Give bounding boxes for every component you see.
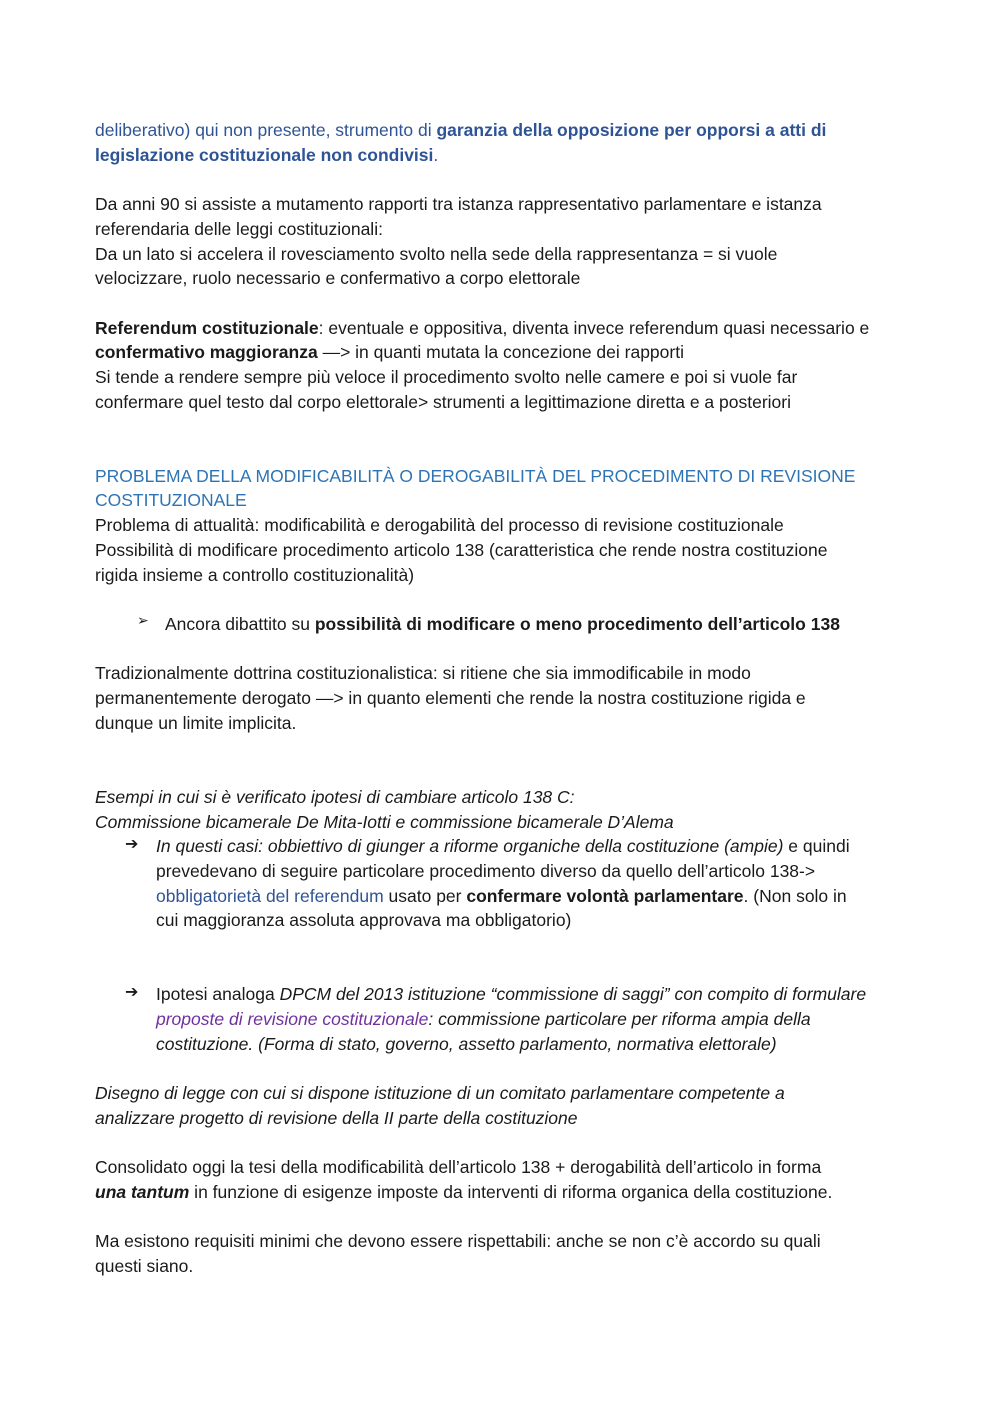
paragraph-requisiti — [95, 1229, 925, 1278]
text-line: referendaria delle leggi costituzionali: — [95, 218, 383, 239]
section-heading — [95, 464, 925, 513]
right-arrow-bullet-icon: ➔ — [125, 984, 139, 1002]
heading-line: COSTITUZIONALE — [95, 490, 247, 511]
paragraph-anni-90 — [95, 192, 925, 291]
text-line: Ma esistono requisiti minimi che devono essere rispettabili: anche se non c’è accordo su quali — [95, 1231, 821, 1252]
arrowhead-bullet-icon: ➢ — [137, 611, 149, 628]
text-line: Consolidato oggi la tesi della modificabilità dell’articolo 138 + derogabilità dell’articolo in forma — [95, 1157, 822, 1178]
paragraph-disegno-legge — [95, 1081, 925, 1130]
text-line: questi siano. — [95, 1256, 194, 1277]
paragraph-esempi — [95, 785, 925, 834]
paragraph-attualita — [95, 513, 925, 587]
text-segment: . — [433, 144, 439, 165]
text-segment: deliberativo) qui non presente, strumento di — [95, 120, 437, 140]
italic-line: Disegno di legge con cui si dispone istituzione di un comitato parlamentare competente a — [95, 1083, 785, 1104]
text-segment: —> in quanti mutata la concezione dei rapporti — [317, 342, 684, 363]
purple-italic-segment: proposte di revisione costituzionale — [156, 1009, 429, 1030]
list-item-dpcm — [95, 982, 925, 1056]
bold-segment: confermare volontà parlamentare — [466, 885, 744, 906]
bold-term: Referendum costituzionale — [95, 317, 319, 338]
italic-line: Commissione bicamerale De Mita-Iotti e commissione bicamerale D’Alema — [95, 811, 674, 832]
text-segment: . (Non solo in — [743, 885, 847, 906]
italic-segment: : commissione particolare per riforma ampia della — [428, 1009, 811, 1030]
text-line: Problema di attualità: modificabilità e derogabilità del processo di revisione costituzionale — [95, 515, 784, 536]
text-line: rigida insieme a controllo costituzionalità) — [95, 564, 415, 585]
text-line: Possibilità di modificare procedimento articolo 138 (caratteristica che rende nostra costituzione — [95, 539, 828, 560]
text-line: permanentemente derogato —> in quanto elementi che rende la nostra costituzione rigida e — [95, 688, 806, 709]
text-segment: e quindi — [783, 836, 850, 857]
text-line: confermare quel testo dal corpo elettorale> strumenti a legittimazione diretta e a posteriori — [95, 391, 791, 412]
text-segment: Ipotesi analoga — [156, 984, 280, 1005]
document-page — [95, 118, 925, 1279]
text-line: Da anni 90 si assiste a mutamento rapporti tra istanza rappresentativo parlamentare e istanza — [95, 194, 822, 215]
text-line: velocizzare, ruolo necessario e confermativo a corpo elettorale — [95, 268, 581, 289]
text-line: dunque un limite implicita. — [95, 712, 297, 733]
paragraph-dottrina — [95, 661, 925, 735]
heading-line: PROBLEMA DELLA MODIFICABILITÀ O DEROGABILITÀ DEL PROCEDIMENTO DI REVISIONE — [95, 465, 856, 486]
bold-italic-term: una tantum — [95, 1182, 190, 1203]
bold-segment: possibilità di modificare o meno procedimento dell’articolo 138 — [314, 613, 840, 634]
text-segment: Ancora dibattito su — [165, 613, 315, 634]
paragraph-referendum — [95, 316, 925, 415]
bold-segment: garanzia della opposizione per opporsi a atti di — [436, 120, 827, 140]
text-line: Si tende a rendere sempre più veloce il procedimento svolto nelle camere e poi si vuole far — [95, 367, 798, 387]
italic-segment: DPCM del 2013 istituzione “commissione di saggi” con compito di formulare — [279, 984, 867, 1005]
text-line: Tradizionalmente dottrina costituzionalistica: si ritiene che sia immodificabile in modo — [95, 663, 751, 684]
italic-line: Esempi in cui si è verificato ipotesi di cambiare articolo 138 C: — [95, 786, 575, 807]
paragraph-opposition — [95, 118, 925, 167]
text-line: Da un lato si accelera il rovesciamento svolto nella sede della rappresentanza = si vuole — [95, 243, 778, 264]
italic-segment: In questi casi: obbiettivo di giunger a riforme organiche della costituzione (ampie) — [156, 836, 784, 857]
bold-segment: legislazione costituzionale non condivisi — [95, 144, 434, 165]
text-line: prevedevano di seguire particolare procedimento diverso da quello dell’articolo 138-> — [156, 860, 816, 881]
italic-line: costituzione. (Forma di stato, governo, assetto parlamento, normativa elettorale) — [156, 1033, 777, 1054]
bold-term: confermativo maggioranza — [95, 342, 318, 363]
text-segment: usato per — [383, 885, 467, 906]
blue-segment: obbligatorietà del referendum — [156, 885, 384, 906]
text-segment: in funzione di esigenze imposte da interventi di riforma organica della costituzione. — [189, 1182, 833, 1203]
italic-line: analizzare progetto di revisione della II parte della costituzione — [95, 1107, 578, 1128]
paragraph-consolidato — [95, 1155, 925, 1204]
right-arrow-bullet-icon: ➔ — [125, 836, 139, 854]
list-item-commissioni — [95, 834, 925, 933]
text-line: cui maggioranza assoluta approvava ma obbligatorio) — [156, 910, 572, 931]
list-item-dibattito — [95, 612, 925, 637]
text-segment: : eventuale e oppositiva, diventa invece referendum quasi necessario e — [318, 317, 870, 338]
